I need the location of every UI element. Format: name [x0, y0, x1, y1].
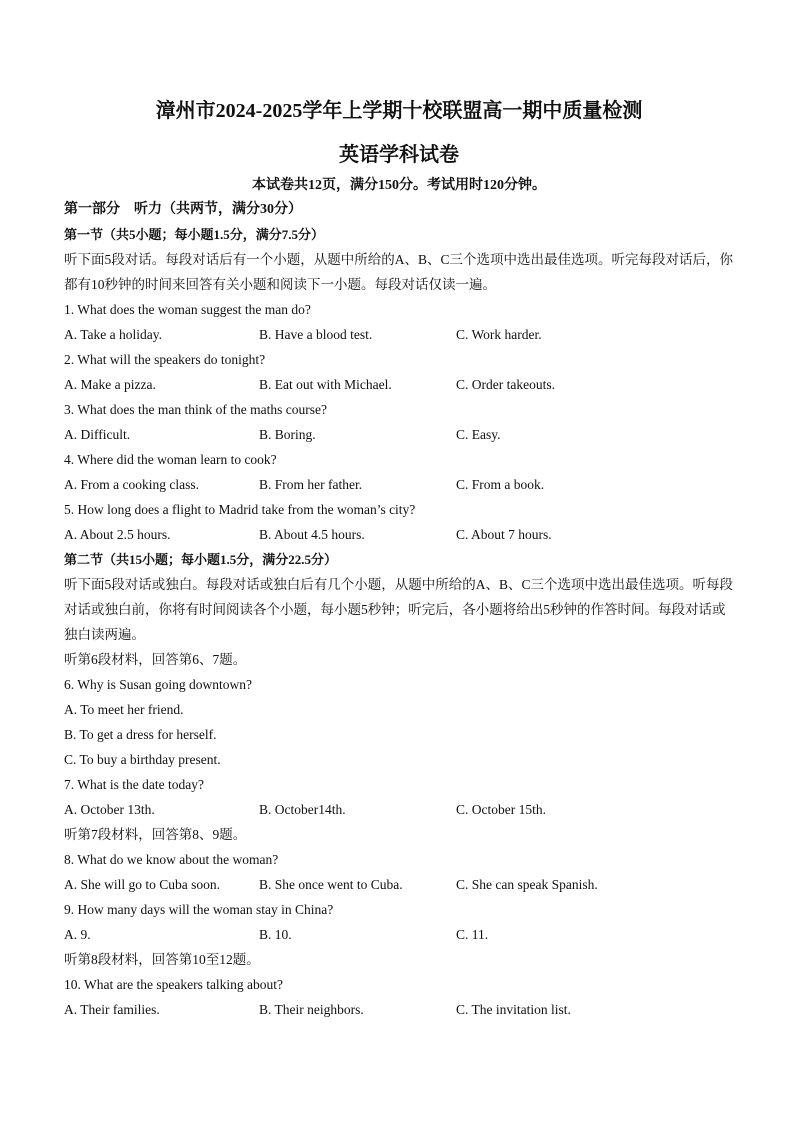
option-a: A. About 2.5 hours.: [64, 527, 171, 542]
question-stem: 8. What do we know about the woman?: [64, 852, 279, 867]
option-c: C. October 15th.: [456, 802, 546, 817]
option-b: B. Have a blood test.: [259, 327, 373, 342]
option-a: A. October 13th.: [64, 802, 155, 817]
exam-title: 漳州市2024-2025学年上学期十校联盟高一期中质量检测: [155, 100, 643, 122]
option-b: B. From her father.: [259, 477, 363, 492]
option-a: A. From a cooking class.: [64, 477, 199, 492]
option-a: A. Take a holiday.: [64, 327, 163, 342]
section2-instructions: 听下面5段对话或独白。每段对话或独白后有几个小题，从题中所给的A、B、C三个选项中选出最佳选项。听每段对话或独白前，你将有时间阅读各个小题，每小题5秒钟；听完后，各小题将给出5秒钟的作答时间。每段对话或独白读两遍。: [64, 577, 734, 642]
question-stem: 10. What are the speakers talking about?: [64, 977, 284, 992]
material-note: 听第6段材料，回答第6、7题。: [64, 652, 247, 667]
option-c: C. Order takeouts.: [456, 377, 555, 392]
option-b: B. She once went to Cuba.: [259, 877, 403, 892]
part1-heading: 第一部分 听力（共两节，满分30分）: [64, 202, 302, 217]
subject-title: 英语学科试卷: [339, 144, 459, 166]
question-stem: 7. What is the date today?: [64, 777, 204, 792]
question-options: [64, 422, 734, 447]
option-b: B. About 4.5 hours.: [259, 527, 365, 542]
question-stem: 9. How many days will the woman stay in China?: [64, 902, 334, 917]
option-b: B. 10.: [259, 927, 292, 942]
question-options: [64, 997, 734, 1022]
option-c: C. To buy a birthday present.: [64, 752, 221, 767]
option-c: C. Work harder.: [456, 327, 542, 342]
option-a: A. 9.: [64, 927, 91, 942]
exam-info: 本试卷共12页，满分150分。考试用时120分钟。: [252, 178, 546, 193]
option-c: C. From a book.: [456, 477, 545, 492]
option-a: A. Difficult.: [64, 427, 131, 442]
section2-heading: 第二节（共15小题；每小题1.5分，满分22.5分）: [64, 552, 338, 567]
question-stem: 5. How long does a flight to Madrid take from the woman’s city?: [64, 502, 416, 517]
option-a: A. She will go to Cuba soon.: [64, 877, 221, 892]
question-stem: 4. Where did the woman learn to cook?: [64, 452, 277, 467]
question-stem: 1. What does the woman suggest the man do?: [64, 302, 311, 317]
question-stem: 3. What does the man think of the maths course?: [64, 402, 327, 417]
question-options: [64, 522, 734, 547]
option-c: C. She can speak Spanish.: [456, 877, 598, 892]
exam-body: [64, 222, 734, 1022]
option-b: B. To get a dress for herself.: [64, 727, 217, 742]
material-note: 听第7段材料，回答第8、9题。: [64, 827, 247, 842]
question-options: [64, 322, 734, 347]
option-a: A. To meet her friend.: [64, 702, 184, 717]
question-options: [64, 872, 734, 897]
option-c: C. 11.: [456, 927, 489, 942]
question-options: [64, 922, 734, 947]
question-options: [64, 472, 734, 497]
question-options: [64, 372, 734, 397]
question-options: [64, 797, 734, 822]
section1-instructions: 听下面5段对话。每段对话后有一个小题，从题中所给的A、B、C三个选项中选出最佳选项。听完每段对话后，你都有10秒钟的时间来回答有关小题和阅读下一小题。每段对话仅读一遍。: [64, 252, 734, 292]
question-stem: 2. What will the speakers do tonight?: [64, 352, 266, 367]
option-b: B. Boring.: [259, 427, 316, 442]
option-c: C. About 7 hours.: [456, 527, 552, 542]
material-note: 听第8段材料，回答第10至12题。: [64, 952, 260, 967]
question-stem: 6. Why is Susan going downtown?: [64, 677, 252, 692]
option-a: A. Make a pizza.: [64, 377, 156, 392]
option-c: C. Easy.: [456, 427, 501, 442]
option-b: B. October14th.: [259, 802, 346, 817]
option-b: B. Eat out with Michael.: [259, 377, 392, 392]
option-a: A. Their families.: [64, 1002, 160, 1017]
option-b: B. Their neighbors.: [259, 1002, 364, 1017]
option-c: C. The invitation list.: [456, 1002, 571, 1017]
section1-heading: 第一节（共5小题；每小题1.5分，满分7.5分）: [64, 227, 325, 242]
